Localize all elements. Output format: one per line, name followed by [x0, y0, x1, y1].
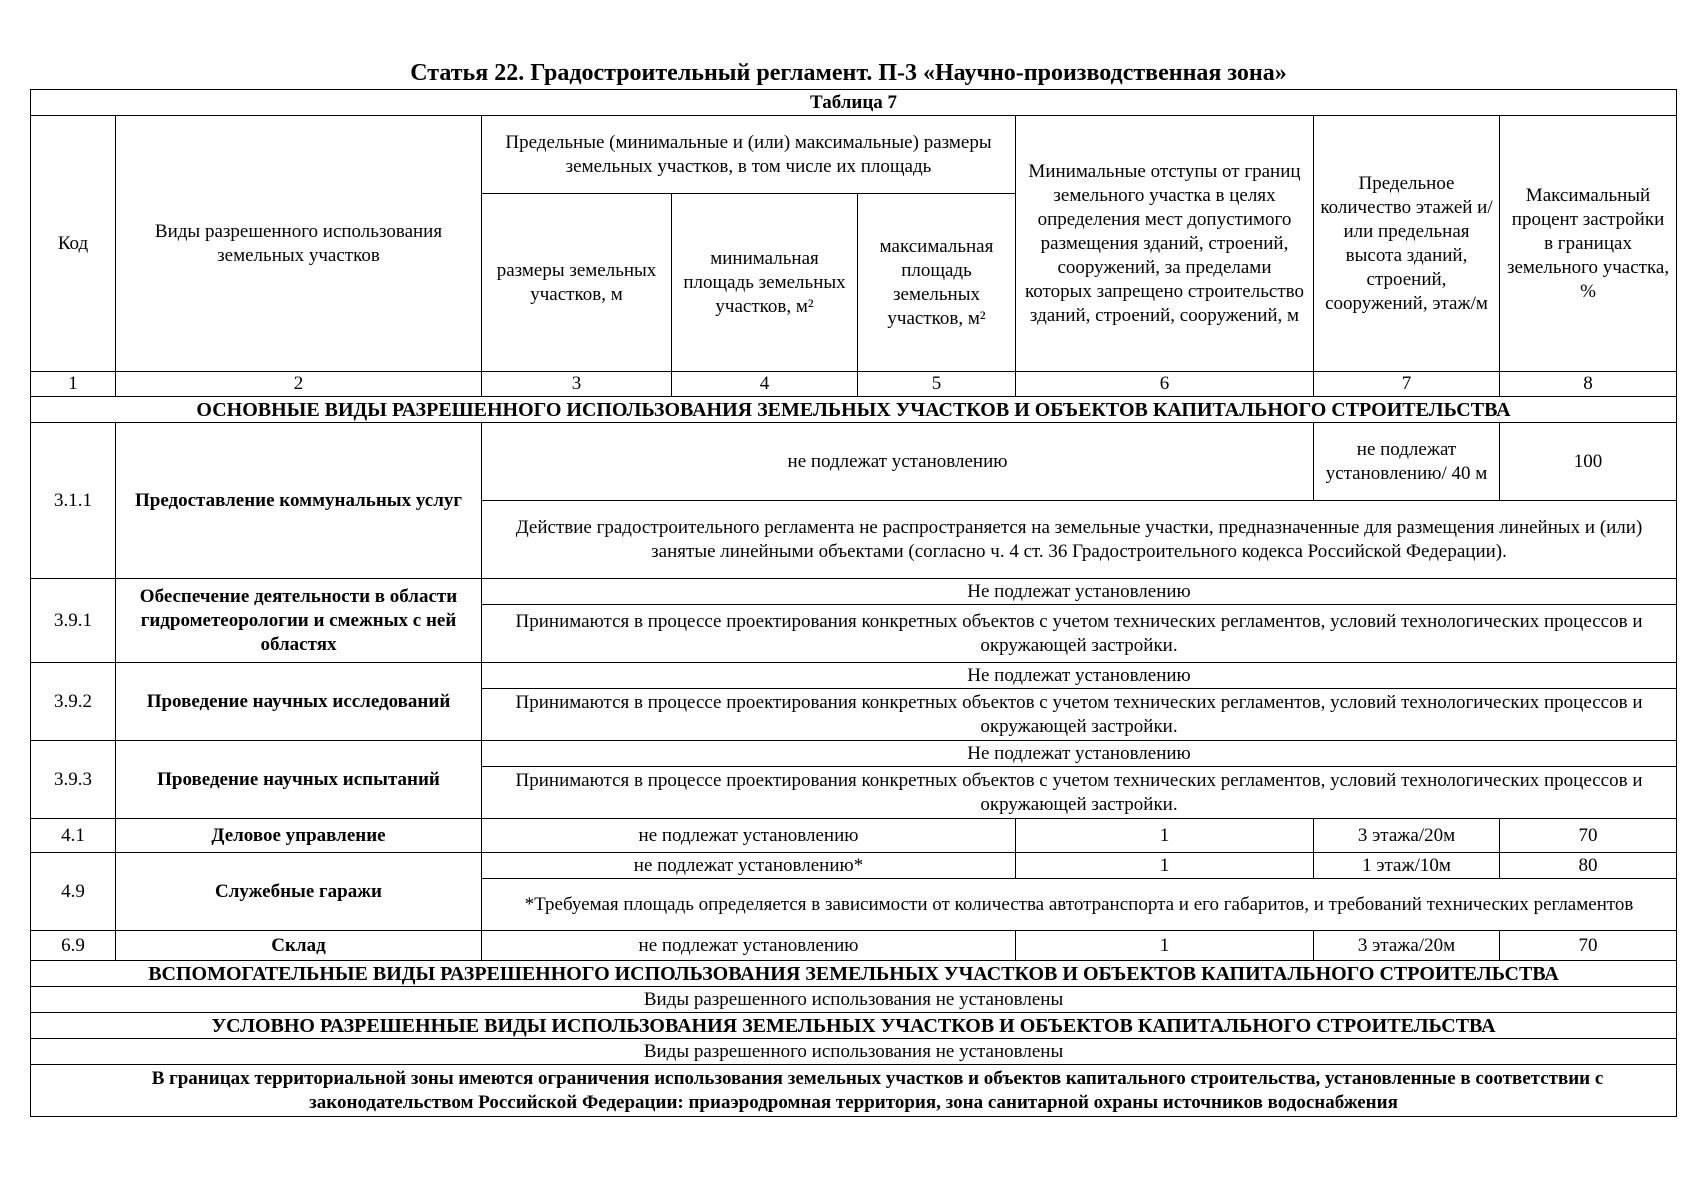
table-row: [31, 579, 1677, 605]
header-plot-size: размеры земельных участков, м: [482, 194, 672, 372]
row-floors: 3 этажа/20м: [1314, 931, 1500, 961]
col-number: 4: [672, 372, 858, 397]
col-number: 1: [31, 372, 116, 397]
row-coverage: 100: [1500, 423, 1677, 501]
header-plot-limits: Предельные (минимальные и (или) максимальные) размеры земельных участков, в том числе их площадь: [482, 116, 1016, 194]
row-use-name: Обеспечение деятельности в области гидрометеорологии и смежных с ней областях: [116, 579, 482, 663]
row-note: Принимаются в процессе проектирования конкретных объектов с учетом технических регламентов, условий технологических процессов и окружающей застройки.: [482, 767, 1677, 819]
header-max-area: максимальная площадь земельных участков, м²: [858, 194, 1016, 372]
footer-note: [31, 1065, 1677, 1117]
row-coverage: 80: [1500, 853, 1677, 879]
section-conditional-value: Виды разрешенного использования не установлены: [31, 1039, 1677, 1065]
header-code: Код: [31, 116, 116, 372]
header-setbacks: Минимальные отступы от границ земельного участка в целях определения мест допустимого размещения зданий, строений, сооружений, за пределами которых запрещено строительство зданий, строений, сооружений, м: [1016, 116, 1314, 372]
row-limits: Не подлежат установлению: [482, 579, 1677, 605]
row-limits: не подлежат установлению: [482, 819, 1016, 853]
row-code: 6.9: [31, 931, 116, 961]
row-code: 4.1: [31, 819, 116, 853]
row-use-name: Склад: [116, 931, 482, 961]
section-auxiliary-value: Виды разрешенного использования не установлены: [31, 987, 1677, 1013]
row-code: 3.9.1: [31, 579, 116, 663]
regulation-table: [30, 89, 1677, 1117]
row-use-name: Проведение научных исследований: [116, 663, 482, 741]
page-title: Статья 22. Градостроительный регламент. П-3 «Научно-производственная зона»: [410, 60, 1287, 86]
row-limits: Не подлежат установлению: [482, 741, 1677, 767]
row-limits: не подлежат установлению: [482, 423, 1314, 501]
row-limits: Не подлежат установлению: [482, 663, 1677, 689]
row-floors: 1 этаж/10м: [1314, 853, 1500, 879]
row-coverage: 70: [1500, 931, 1677, 961]
header-row: [31, 116, 1677, 194]
section-conditional-row: [31, 1013, 1677, 1039]
section-auxiliary-heading: ВСПОМОГАТЕЛЬНЫЕ ВИДЫ РАЗРЕШЕННОГО ИСПОЛЬЗОВАНИЯ ЗЕМЕЛЬНЫХ УЧАСТКОВ И ОБЪЕКТОВ КАПИТАЛЬНОГО СТРОИТЕЛЬСТВА: [31, 961, 1677, 987]
header-coverage: Максимальный процент застройки в границах земельного участка, %: [1500, 116, 1677, 372]
row-code: 4.9: [31, 853, 116, 931]
row-coverage: 70: [1500, 819, 1677, 853]
table-row: [31, 741, 1677, 767]
col-number: 3: [482, 372, 672, 397]
column-numbers-row: [31, 372, 1677, 397]
table-row: [31, 931, 1677, 961]
row-code: 3.1.1: [31, 423, 116, 579]
col-number: 8: [1500, 372, 1677, 397]
row-code: 3.9.2: [31, 663, 116, 741]
header-min-area: минимальная площадь земельных участков, м²: [672, 194, 858, 372]
row-floors: 3 этажа/20м: [1314, 819, 1500, 853]
table-row: [31, 819, 1677, 853]
row-use-name: Проведение научных испытаний: [116, 741, 482, 819]
col-number: 2: [116, 372, 482, 397]
row-use-name: Деловое управление: [116, 819, 482, 853]
col-number: 6: [1016, 372, 1314, 397]
section-conditional-value-row: [31, 1039, 1677, 1065]
section-auxiliary-value-row: [31, 987, 1677, 1013]
header-use-types: Виды разрешенного использования земельных участков: [116, 116, 482, 372]
row-setback: 1: [1016, 931, 1314, 961]
table-label-row: [31, 90, 1677, 116]
table-row: [31, 853, 1677, 879]
row-use-name: Служебные гаражи: [116, 853, 482, 931]
row-note: Принимаются в процессе проектирования конкретных объектов с учетом технических регламентов, условий технологических процессов и окружающей застройки.: [482, 689, 1677, 741]
table-row: [31, 663, 1677, 689]
footer-note-text: В границах территориальной зоны имеются ограничения использования земельных участков и объектов капитального строительства, установленные в соответствии с законодательством Российской Федерации: приаэродромная территория, зона санитарной охраны источников водоснабжения: [151, 1067, 1604, 1113]
row-limits: не подлежат установлению: [482, 931, 1016, 961]
row-note: *Требуемая площадь определяется в зависимости от количества автотранспорта и его габаритов, и требований технических регламентов: [482, 879, 1677, 931]
row-setback: 1: [1016, 853, 1314, 879]
section-main-row: [31, 397, 1677, 423]
table-row: [31, 423, 1677, 501]
col-number: 5: [858, 372, 1016, 397]
table-label: Таблица 7: [31, 90, 1677, 116]
section-conditional-heading: УСЛОВНО РАЗРЕШЕННЫЕ ВИДЫ ИСПОЛЬЗОВАНИЯ ЗЕМЕЛЬНЫХ УЧАСТКОВ И ОБЪЕКТОВ КАПИТАЛЬНОГО СТРОИТЕЛЬСТВА: [31, 1013, 1677, 1039]
row-use-name: Предоставление коммунальных услуг: [116, 423, 482, 579]
header-floors: Предельное количество этажей и/или предельная высота зданий, строений, сооружений, этаж/м: [1314, 116, 1500, 372]
footer-note-row: [31, 1065, 1677, 1117]
row-limits: не подлежат установлению*: [482, 853, 1016, 879]
row-code: 3.9.3: [31, 741, 116, 819]
row-note: Действие градостроительного регламента не распространяется на земельные участки, предназначенные для размещения линейных и (или) занятые линейными объектами (согласно ч. 4 ст. 36 Градостроительного кодекса Российской Федерации).: [482, 501, 1677, 579]
section-main-heading: ОСНОВНЫЕ ВИДЫ РАЗРЕШЕННОГО ИСПОЛЬЗОВАНИЯ ЗЕМЕЛЬНЫХ УЧАСТКОВ И ОБЪЕКТОВ КАПИТАЛЬНОГО СТРОИТЕЛЬСТВА: [31, 397, 1677, 423]
row-floors: не подлежат установлению/ 40 м: [1314, 423, 1500, 501]
row-setback: 1: [1016, 819, 1314, 853]
col-number: 7: [1314, 372, 1500, 397]
row-note: Принимаются в процессе проектирования конкретных объектов с учетом технических регламентов, условий технологических процессов и окружающей застройки.: [482, 605, 1677, 663]
section-auxiliary-row: [31, 961, 1677, 987]
